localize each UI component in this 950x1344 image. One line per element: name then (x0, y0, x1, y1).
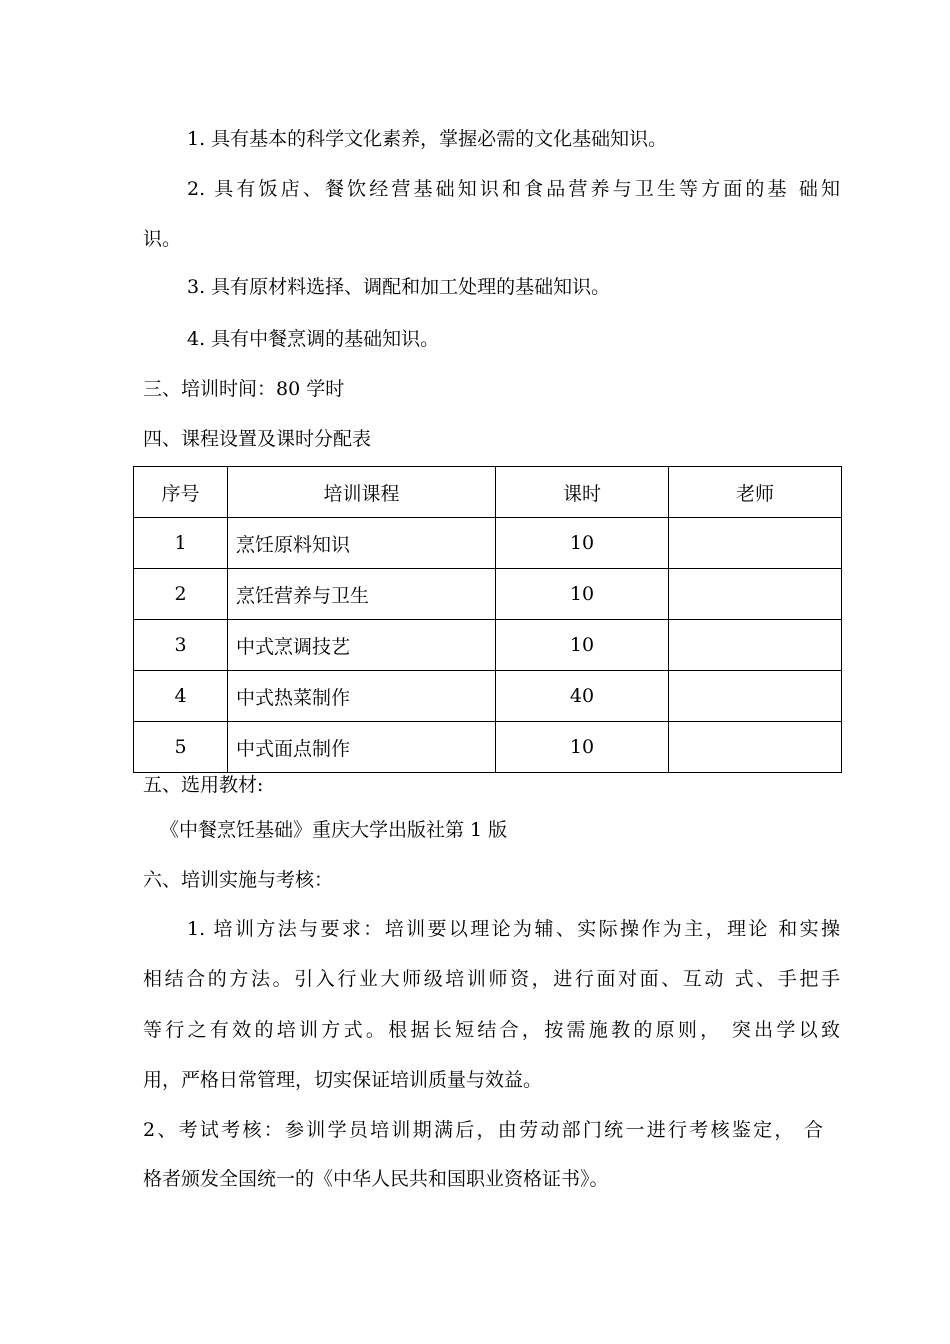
row-course: 烹饪营养与卫生 (228, 569, 496, 620)
row-course: 烹饪原料知识 (228, 518, 496, 569)
row-no: 1 (134, 518, 228, 569)
course-table-heading: 四、课程设置及课时分配表 (143, 428, 372, 450)
knowledge-item-2-line-2: 识。 (143, 228, 182, 250)
row-teacher (669, 671, 842, 722)
table-row (134, 569, 842, 620)
row-hours: 10 (496, 620, 669, 671)
row-hours: 10 (496, 722, 669, 773)
row-hours: 10 (496, 518, 669, 569)
row-teacher (669, 722, 842, 773)
textbook-title: 《中餐烹饪基础》重庆大学出版社第 1 版 (160, 819, 508, 841)
row-course: 中式面点制作 (228, 722, 496, 773)
row-no: 2 (134, 569, 228, 620)
exam-line-1: 2、考试考核：参训学员培训期满后，由劳动部门统一进行考核鉴定， 合 (143, 1119, 823, 1141)
row-no: 5 (134, 722, 228, 773)
knowledge-item-2-line-1: 2. 具有饭店、餐饮经营基础知识和食品营养与卫生等方面的基 础知 (187, 178, 840, 200)
method-line-1: 1. 培训方法与要求：培训要以理论为辅、实际操作为主，理论 和实操 (187, 918, 840, 940)
row-course: 中式烹调技艺 (228, 620, 496, 671)
knowledge-item-3: 3. 具有原材料选择、调配和加工处理的基础知识。 (187, 276, 611, 298)
textbook-heading: 五、选用教材: (143, 774, 264, 796)
method-line-3: 等行之有效的培训方式。根据长短结合，按需施教的原则， 突出学以致 (143, 1019, 840, 1041)
header-teacher: 老师 (669, 467, 842, 518)
header-hours: 课时 (496, 467, 669, 518)
row-no: 3 (134, 620, 228, 671)
course-table (133, 466, 842, 773)
row-teacher (669, 569, 842, 620)
header-course: 培训课程 (228, 467, 496, 518)
row-hours: 40 (496, 671, 669, 722)
table-row (134, 620, 842, 671)
table-row (134, 671, 842, 722)
header-no: 序号 (134, 467, 228, 518)
knowledge-item-1: 1. 具有基本的科学文化素养，掌握必需的文化基础知识。 (187, 128, 668, 150)
row-teacher (669, 518, 842, 569)
row-no: 4 (134, 671, 228, 722)
training-time-heading: 三、培训时间：80 学时 (143, 378, 345, 400)
method-line-2: 相结合的方法。引入行业大师级培训师资，进行面对面、互动 式、手把手 (143, 968, 840, 990)
implementation-heading: 六、培训实施与考核： (143, 869, 334, 891)
table-row (134, 518, 842, 569)
row-hours: 10 (496, 569, 669, 620)
method-line-4: 用，严格日常管理，切实保证培训质量与效益。 (143, 1069, 543, 1091)
table-row (134, 722, 842, 773)
row-course: 中式热菜制作 (228, 671, 496, 722)
knowledge-item-4: 4. 具有中餐烹调的基础知识。 (187, 328, 440, 350)
row-teacher (669, 620, 842, 671)
exam-line-2: 格者颁发全国统一的《中华人民共和国职业资格证书》。 (143, 1168, 609, 1190)
table-header-row (134, 467, 842, 518)
